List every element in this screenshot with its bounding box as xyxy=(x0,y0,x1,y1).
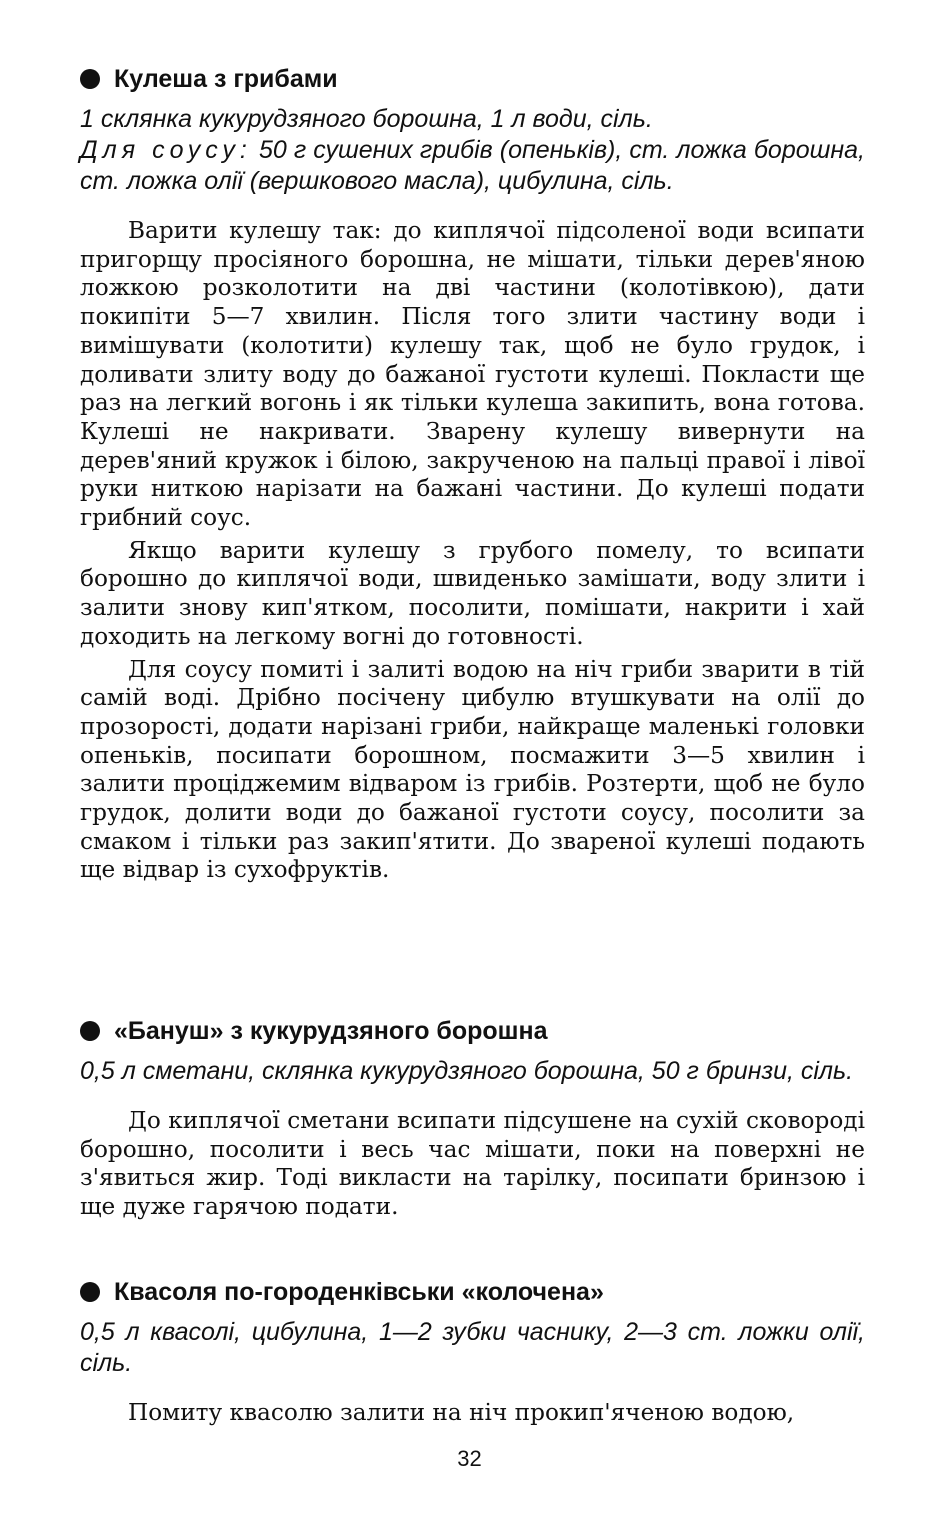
recipe-title-text: Квасоля по-городенківськи «колочена» xyxy=(114,1278,604,1306)
recipe-title-text: «Бануш» з кукурудзяного борошна xyxy=(114,1017,548,1045)
instruction-paragraph: До киплячої сметани всипати підсушене на сухій сковороді борошно, посолити і весь час мішати, поки на поверхні не з'явиться жир. Тоді викласти на тарілку, посипати бринзою і ще дуже гарячою подати. xyxy=(80,1107,865,1221)
ingredients-list: 0,5 л сметани, склянка кукурудзяного борошна, 50 г бринзи, сіль. xyxy=(80,1057,854,1085)
recipe-title xyxy=(80,1275,865,1309)
ingredients-list xyxy=(80,104,865,197)
recipe-title xyxy=(80,62,865,96)
bullet-icon xyxy=(80,1021,100,1041)
page-number: 32 xyxy=(457,1446,482,1471)
ingredients-text: 1 склянка кукурудзяного борошна, 1 л води, сіль. xyxy=(80,105,653,133)
recipe-banush xyxy=(80,1014,865,1222)
instruction-paragraph: Помиту квасолю залити на ніч прокип'яченою водою, xyxy=(128,1399,795,1426)
recipe-title-text: Кулеша з грибами xyxy=(114,65,338,93)
sauce-label: Для соусу: xyxy=(80,136,252,164)
recipe-kulesha xyxy=(80,62,865,885)
bullet-icon xyxy=(80,1282,100,1302)
instruction-paragraph: Для соусу помиті і залиті водою на ніч гриби зварити в тій самій воді. Дрібно посічену цибулю втушкувати на олії до прозорості, додати нарізані гриби, найкраще маленькі головки опеньків, посипати борошном, посмажити 3—5 хвилин і залити проціджемим відваром із грибів. Розтерти, щоб не було грудок, долити води до бажаної густоти соусу, посолити за смаком і тільки раз закип'ятити. До звареної кулеші подають ще відвар із сухофруктів. xyxy=(80,655,865,884)
ingredients-list: 0,5 л квасолі, цибулина, 1—2 зубки часнику, 2—3 ст. ложки олії, сіль. xyxy=(80,1318,865,1377)
recipe-kvasolia xyxy=(80,1275,865,1428)
recipe-title xyxy=(80,1014,865,1048)
instruction-paragraph: Варити кулешу так: до киплячої підсоленої води всипати пригорщу просіяного борошна, не мішати, тільки дерев'яною ложкою розколотити на дві частини (колотівкою), дати покипіти 5—7 хвилин. Після того злити частину води і вимішувати (колотити) кулешу так, щоб не було грудок, і доливати злиту воду до бажаної густоти кулеші. Покласти ще раз на легкий вогонь і як тільки кулеша закипить, вона готова. Кулеші не накривати. Зварену кулешу вивернути на дерев'яний кружок і білою, закрученою на пальці правої і лівої руки ниткою нарізати на бажані частини. До кулеші подати грибний соус. xyxy=(80,217,865,532)
sauce-ingredients-text: 50 г сушених грибів (опеньків), ст. ложка борошна, ст. ложка олії (вершкового масла), цибулина, сіль. xyxy=(80,136,866,195)
bullet-icon xyxy=(80,69,100,89)
instruction-paragraph: Якщо варити кулешу з грубого помелу, то всипати борошно до киплячої води, швиденько замішати, воду злити і залити знову кип'ятком, посолити, помішати, накрити і хай доходить на легкому вогні до готовності. xyxy=(80,536,865,650)
